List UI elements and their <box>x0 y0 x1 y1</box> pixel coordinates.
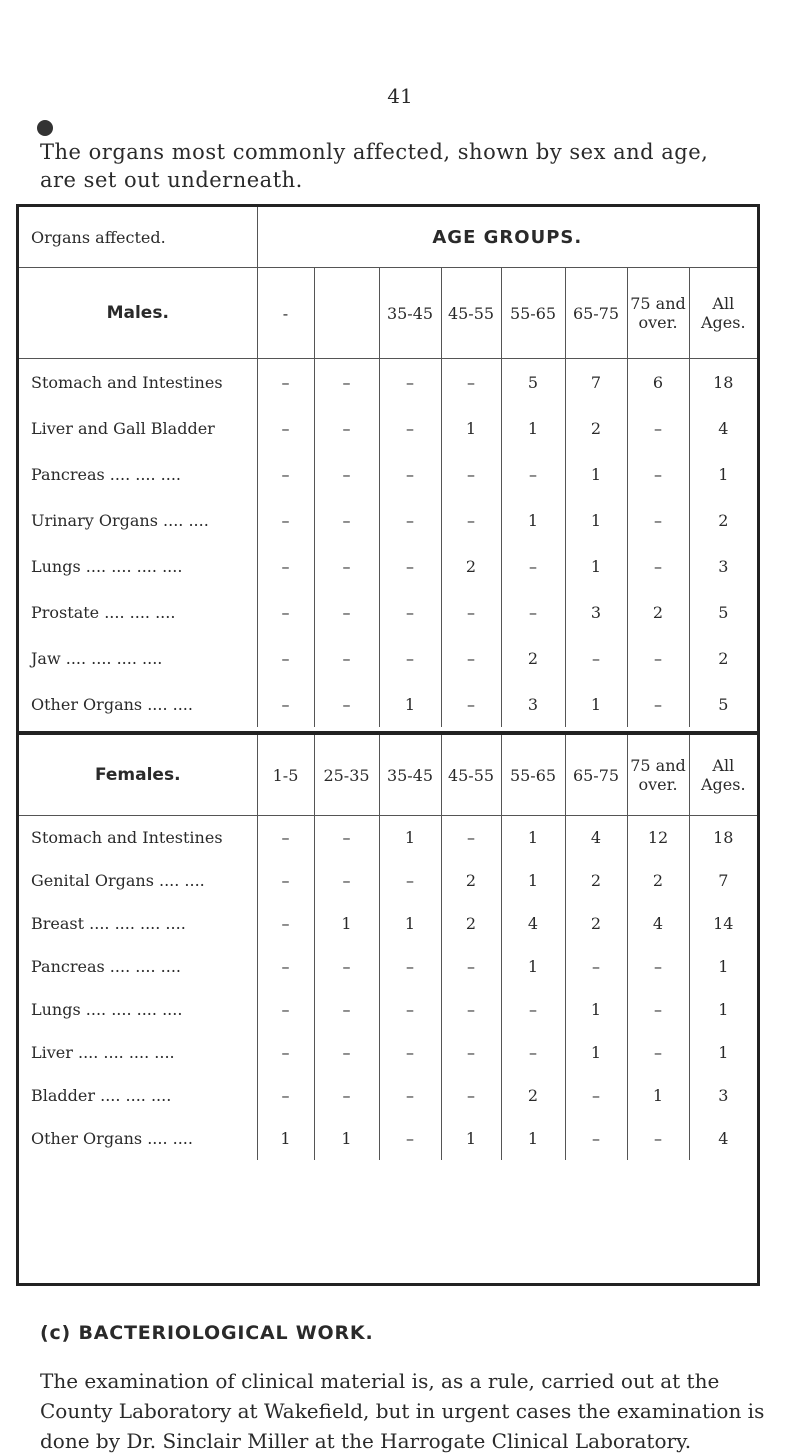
table-cell: – <box>257 497 314 543</box>
table-cell: – <box>501 543 565 589</box>
table-cell: – <box>257 635 314 681</box>
table-cell: – <box>314 497 379 543</box>
table-cell: 4 <box>627 902 689 945</box>
table-cell: 2 <box>627 589 689 635</box>
table-cell: – <box>257 589 314 635</box>
table-cell: 1 <box>314 902 379 945</box>
table-row <box>19 359 757 406</box>
table-cell: 1 <box>565 988 627 1031</box>
table-cell: – <box>314 405 379 451</box>
table-row <box>19 902 757 945</box>
table-cell: – <box>314 451 379 497</box>
females-column-header: 65-75 <box>565 733 627 816</box>
organ-label: Bladder .... .... .... <box>31 1086 172 1105</box>
table-cell: 1 <box>565 681 627 727</box>
table-cell: – <box>314 543 379 589</box>
table-cell: – <box>379 1117 441 1160</box>
table-cell: – <box>314 816 379 860</box>
table-cell: – <box>314 1031 379 1074</box>
intro-paragraph <box>40 138 770 194</box>
table-row <box>19 816 757 860</box>
table-cell: – <box>627 681 689 727</box>
table-cell: – <box>441 451 501 497</box>
table-cell: 2 <box>441 902 501 945</box>
ink-blot-icon <box>37 120 53 136</box>
table-cell: – <box>627 543 689 589</box>
organ-label: Stomach and Intestines <box>31 372 223 392</box>
males-column-header: All Ages. <box>689 268 757 359</box>
table-cell: – <box>257 1031 314 1074</box>
table-cell: – <box>501 589 565 635</box>
table-cell: – <box>627 1031 689 1074</box>
organ-label: Liver and Gall Bladder <box>31 418 215 438</box>
table-cell: – <box>441 635 501 681</box>
age-groups-header: AGE GROUPS. <box>257 207 757 268</box>
table-cell: 1 <box>565 1031 627 1074</box>
females-column-header: All Ages. <box>689 733 757 816</box>
table-cell: 2 <box>565 859 627 902</box>
table-cell: – <box>441 1031 501 1074</box>
table-cell: 1 <box>501 945 565 988</box>
females-column-header: 45-55 <box>441 733 501 816</box>
males-column-header: 45-55 <box>441 268 501 359</box>
females-column-header: 35-45 <box>379 733 441 816</box>
table-row <box>19 497 757 543</box>
table-cell: 18 <box>689 816 757 860</box>
page-number: 41 <box>387 84 413 108</box>
organ-label: Other Organs .... .... <box>31 1129 193 1148</box>
table-cell: – <box>379 635 441 681</box>
table-cell: – <box>257 1074 314 1117</box>
table-cell: – <box>627 988 689 1031</box>
table-cell: – <box>501 988 565 1031</box>
table-cell: – <box>314 945 379 988</box>
table-cell: – <box>314 988 379 1031</box>
organ-label: Pancreas .... .... .... <box>31 464 182 484</box>
table-cell: – <box>565 635 627 681</box>
table-cell: – <box>441 945 501 988</box>
table-cell: – <box>257 543 314 589</box>
table-row <box>19 859 757 902</box>
organ-label: Prostate .... .... .... <box>31 602 176 622</box>
table-row <box>19 1074 757 1117</box>
table-cell: 1 <box>501 1117 565 1160</box>
table-cell: – <box>379 945 441 988</box>
table-cell: 18 <box>689 359 757 406</box>
table-cell: 1 <box>627 1074 689 1117</box>
males-header-row <box>19 268 757 359</box>
table-cell: 1 <box>379 816 441 860</box>
table-cell: 14 <box>689 902 757 945</box>
organ-label: Pancreas .... .... .... <box>31 957 182 976</box>
table-cell: – <box>314 635 379 681</box>
table-cell: – <box>314 681 379 727</box>
table-row <box>19 988 757 1031</box>
table-cell: – <box>257 405 314 451</box>
table-cell: – <box>501 1031 565 1074</box>
organ-label: Urinary Organs .... .... <box>31 510 209 530</box>
table-cell: – <box>257 859 314 902</box>
males-column-header: 55-65 <box>501 268 565 359</box>
table-cell: 1 <box>689 451 757 497</box>
table-cell: – <box>441 681 501 727</box>
table-row <box>19 405 757 451</box>
table-cell: 1 <box>257 1117 314 1160</box>
section-heading: (c) BACTERIOLOGICAL WORK. <box>40 1322 374 1344</box>
table-cell: 1 <box>379 902 441 945</box>
table-row <box>19 451 757 497</box>
table-cell: 5 <box>689 681 757 727</box>
table-cell: 3 <box>689 543 757 589</box>
table-cell: 7 <box>565 359 627 406</box>
table-cell: – <box>379 1031 441 1074</box>
table-row <box>19 1031 757 1074</box>
table-cell: – <box>257 451 314 497</box>
table-cell: – <box>314 859 379 902</box>
table-row <box>19 635 757 681</box>
table-cell: – <box>314 359 379 406</box>
males-column-header <box>314 268 379 359</box>
intro-line-2: are set out underneath. <box>40 168 303 192</box>
table-cell: – <box>379 405 441 451</box>
section-paragraph: The examination of clinical material is, as a rule, carried out at the County Laboratory at Wakefield, but in urgent cases the examination is done by Dr. Sinclair Miller at the Harrogate Clinical Laboratory. <box>40 1369 765 1453</box>
table-cell: 6 <box>627 359 689 406</box>
table-cell: – <box>379 988 441 1031</box>
table-row <box>19 945 757 988</box>
table-cell: 12 <box>627 816 689 860</box>
table-cell: 2 <box>565 902 627 945</box>
females-title: Females. <box>19 733 257 816</box>
table-cell: 1 <box>441 405 501 451</box>
table-cell: – <box>257 359 314 406</box>
organs-table <box>19 207 757 1160</box>
organs-table-frame <box>16 204 760 1286</box>
table-cell: 4 <box>565 816 627 860</box>
table-cell: 1 <box>501 405 565 451</box>
table-cell: – <box>257 816 314 860</box>
table-cell: – <box>627 405 689 451</box>
table-cell: – <box>379 859 441 902</box>
table-cell: – <box>257 988 314 1031</box>
table-cell: 1 <box>501 497 565 543</box>
table-cell: 2 <box>565 405 627 451</box>
table-cell: 3 <box>689 1074 757 1117</box>
table-row <box>19 681 757 727</box>
males-column-header: 35-45 <box>379 268 441 359</box>
organs-affected-header: Organs affected. <box>31 227 166 247</box>
table-row <box>19 589 757 635</box>
table-cell: 1 <box>689 945 757 988</box>
organ-label: Lungs .... .... .... .... <box>31 556 183 576</box>
table-cell: – <box>314 589 379 635</box>
males-column-header: 65-75 <box>565 268 627 359</box>
table-cell: – <box>379 543 441 589</box>
table-cell: – <box>257 681 314 727</box>
table-cell: 5 <box>501 359 565 406</box>
intro-line-1: The organs most commonly affected, shown by sex and age, <box>40 140 709 164</box>
table-cell: – <box>379 589 441 635</box>
table-cell: – <box>257 945 314 988</box>
table-cell: – <box>441 988 501 1031</box>
table-cell: 1 <box>379 681 441 727</box>
table-cell: – <box>627 635 689 681</box>
table-cell: 1 <box>501 859 565 902</box>
table-cell: – <box>441 497 501 543</box>
table-cell: 3 <box>501 681 565 727</box>
table-cell: 1 <box>501 816 565 860</box>
table-cell: 2 <box>441 543 501 589</box>
males-column-header: 75 and over. <box>627 268 689 359</box>
table-cell: 1 <box>314 1117 379 1160</box>
table-top-header <box>19 207 757 268</box>
table-cell: 2 <box>689 635 757 681</box>
table-cell: 1 <box>441 1117 501 1160</box>
organ-label: Genital Organs .... .... <box>31 871 205 890</box>
table-cell: 1 <box>565 543 627 589</box>
table-cell: – <box>627 945 689 988</box>
females-header-row <box>19 733 757 816</box>
table-cell: 2 <box>501 1074 565 1117</box>
table-cell: 1 <box>565 451 627 497</box>
females-column-header: 75 and over. <box>627 733 689 816</box>
table-cell: – <box>257 902 314 945</box>
table-cell: 1 <box>689 1031 757 1074</box>
organ-label: Stomach and Intestines <box>31 828 223 847</box>
table-cell: – <box>314 1074 379 1117</box>
table-cell: 4 <box>689 1117 757 1160</box>
table-cell: – <box>379 1074 441 1117</box>
table-cell: – <box>441 589 501 635</box>
table-cell: – <box>441 359 501 406</box>
table-cell: 5 <box>689 589 757 635</box>
males-title: Males. <box>19 268 257 359</box>
table-cell: – <box>565 945 627 988</box>
table-cell: – <box>379 359 441 406</box>
organ-label: Liver .... .... .... .... <box>31 1043 175 1062</box>
table-cell: – <box>627 1117 689 1160</box>
females-column-header: 25-35 <box>314 733 379 816</box>
table-cell: 2 <box>627 859 689 902</box>
females-column-header: 55-65 <box>501 733 565 816</box>
table-cell: – <box>379 497 441 543</box>
table-cell: 2 <box>441 859 501 902</box>
table-cell: 1 <box>689 988 757 1031</box>
table-cell: – <box>565 1074 627 1117</box>
males-column-header: - <box>257 268 314 359</box>
table-cell: – <box>627 451 689 497</box>
table-cell: – <box>441 816 501 860</box>
organ-label: Breast .... .... .... .... <box>31 914 186 933</box>
table-cell: – <box>441 1074 501 1117</box>
table-cell: 7 <box>689 859 757 902</box>
females-column-header: 1-5 <box>257 733 314 816</box>
table-row <box>19 543 757 589</box>
table-cell: 2 <box>501 635 565 681</box>
table-cell: 1 <box>565 497 627 543</box>
table-cell: 4 <box>501 902 565 945</box>
table-cell: – <box>379 451 441 497</box>
table-cell: 3 <box>565 589 627 635</box>
table-cell: – <box>501 451 565 497</box>
organ-label: Jaw .... .... .... .... <box>31 648 163 668</box>
table-cell: – <box>627 497 689 543</box>
table-row <box>19 1117 757 1160</box>
table-cell: 2 <box>689 497 757 543</box>
organ-label: Other Organs .... .... <box>31 694 193 714</box>
organ-label: Lungs .... .... .... .... <box>31 1000 183 1019</box>
table-cell: 4 <box>689 405 757 451</box>
table-cell: – <box>565 1117 627 1160</box>
